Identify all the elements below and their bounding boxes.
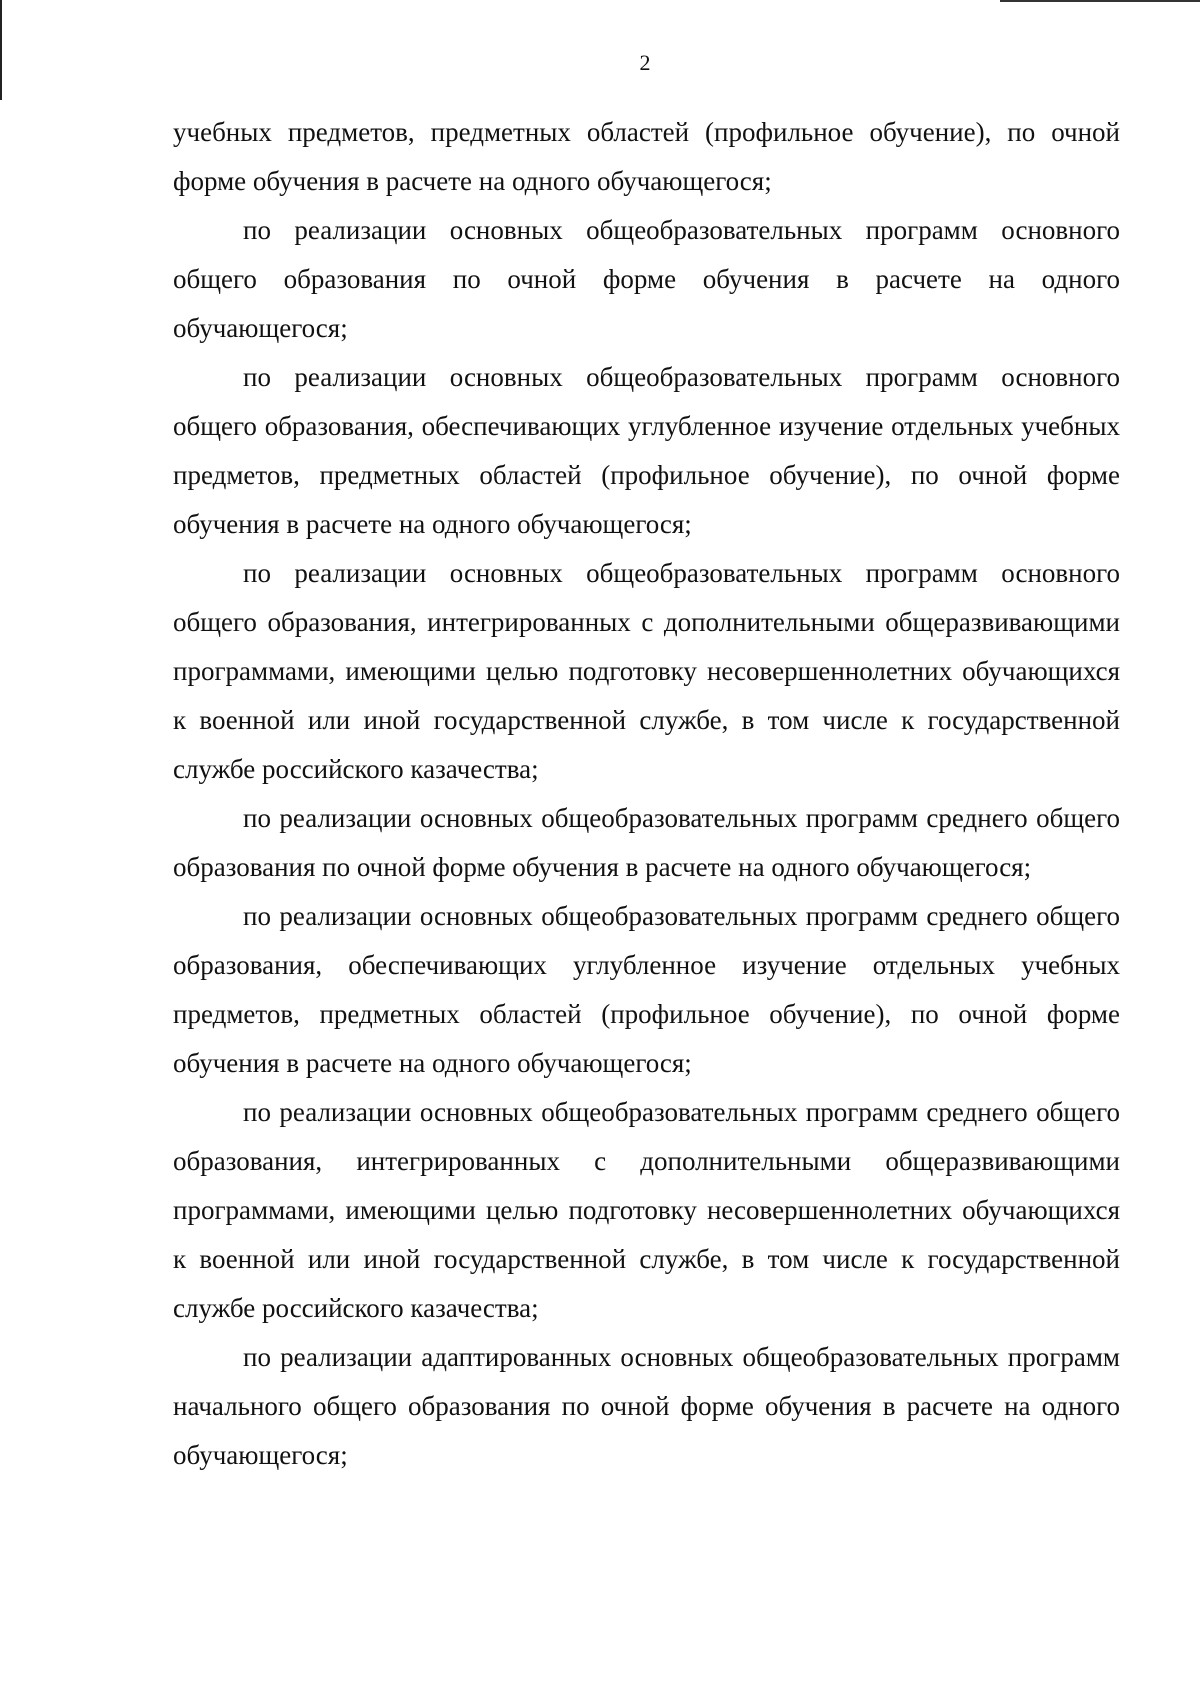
paragraph: по реализации основных общеобразовательных программ среднего общего образования по очной форме обучения в расчете на одного обучающегося; — [173, 803, 1120, 882]
document-body — [173, 108, 1120, 1480]
paragraph: по реализации основных общеобразовательных программ среднего общего образования, интегрированных с дополнительными общеразвивающими программами, имеющими целью подготовку несовершеннолетних обучающихся к военной или иной государственной службе, в том числе к государственной службе российского казачества; — [173, 1097, 1120, 1323]
page-number: 2 — [639, 50, 651, 75]
paragraph: по реализации основных общеобразовательных программ основного общего образования, интегрированных с дополнительными общеразвивающими программами, имеющими целью подготовку несовершеннолетних обучающихся к военной или иной государственной службе, в том числе к государственной службе российского казачества; — [173, 558, 1120, 784]
scan-edge-top — [1000, 0, 1200, 2]
paragraph: по реализации основных общеобразовательных программ основного общего образования, обеспечивающих углубленное изучение отдельных учебных предметов, предметных областей (профильное обучение), по очной форме обучения в расчете на одного обучающегося; — [173, 362, 1120, 539]
paragraph-continuation: учебных предметов, предметных областей (профильное обучение), по очной форме обучения в расчете на одного обучающегося; — [173, 117, 1120, 196]
paragraph: по реализации основных общеобразовательных программ основного общего образования по очной форме обучения в расчете на одного обучающегося; — [173, 215, 1120, 343]
paragraph: по реализации основных общеобразовательных программ среднего общего образования, обеспечивающих углубленное изучение отдельных учебных предметов, предметных областей (профильное обучение), по очной форме обучения в расчете на одного обучающегося; — [173, 901, 1120, 1078]
paragraph: по реализации адаптированных основных общеобразовательных программ начального общего образования по очной форме обучения в расчете на одного обучающегося; — [173, 1342, 1120, 1470]
